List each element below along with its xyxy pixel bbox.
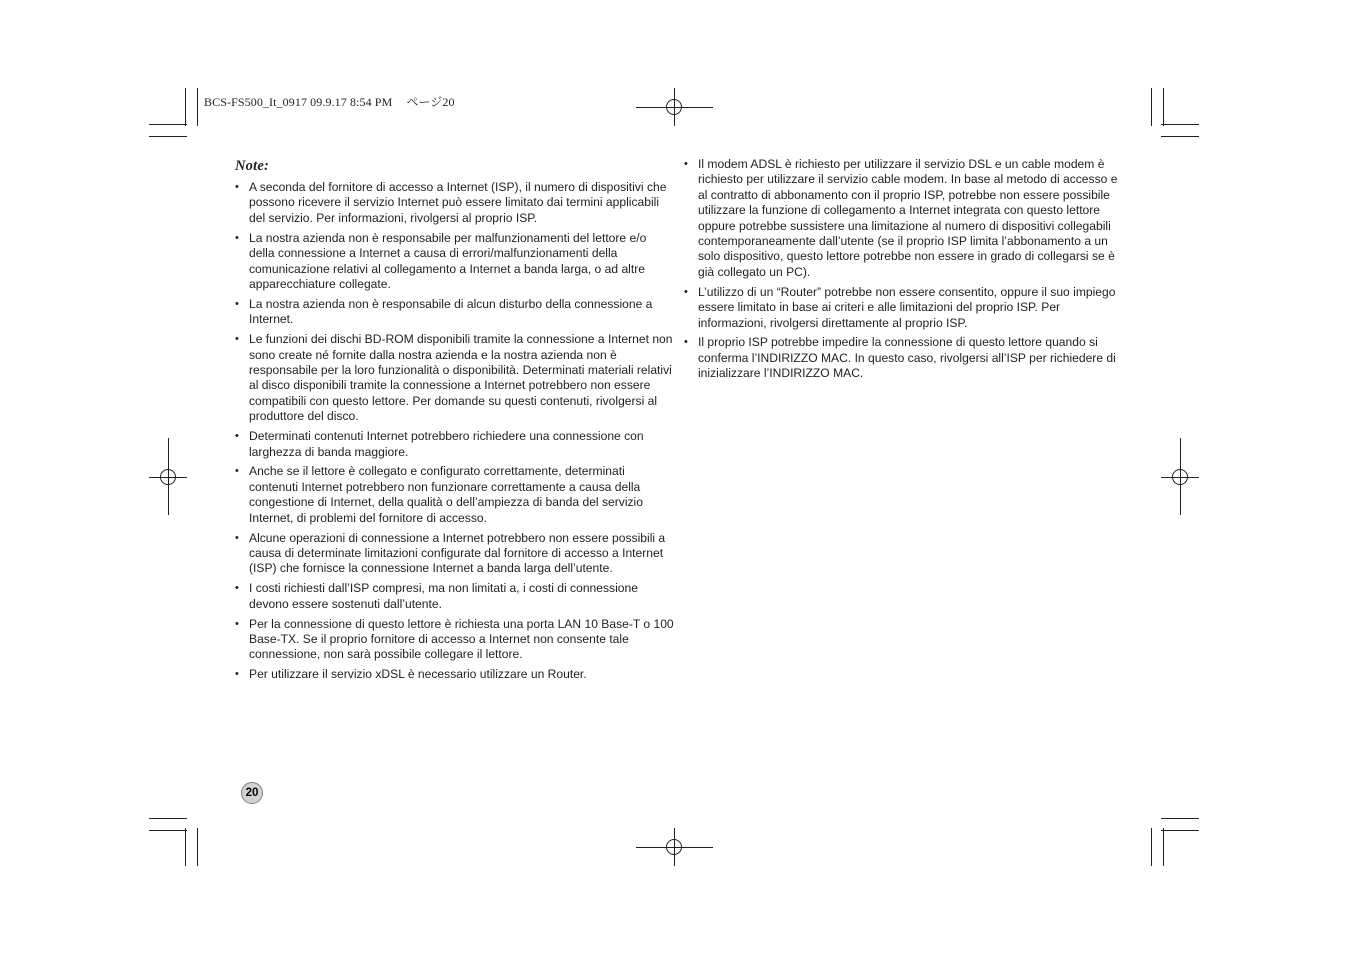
bullet-icon: • <box>235 582 239 595</box>
notes-left-column <box>235 158 675 687</box>
list-item: • L’utilizzo di un “Router” potrebbe non essere consentito, oppure il suo impiego essere limitato in base ai criteri e alle limitazioni del proprio ISP. Per informazioni, rivolgersi direttamente al proprio ISP. <box>684 284 1116 330</box>
crop-mark <box>1163 828 1164 866</box>
list-item: • Per utilizzare il servizio xDSL è necessario utilizzare un Router. <box>235 667 587 682</box>
crop-mark <box>197 828 198 866</box>
bullet-icon: • <box>235 430 239 443</box>
list-item: • La nostra azienda non è responsabile per malfunzionamenti del lettore e/o della connessione a Internet a causa di errori/malfunzionamenti della comunicazione relativi al collegamento a Internet a banda larga, o ad altre apparecchiature collegate. <box>235 230 647 291</box>
notes-list-right <box>684 157 1129 382</box>
crop-mark <box>185 88 186 126</box>
crop-mark <box>1161 124 1199 125</box>
list-item: • I costi richiesti dall’ISP compresi, ma non limitati a, i costi di connessione devono essere sostenuti dall’utente. <box>235 581 638 611</box>
bullet-icon: • <box>235 668 239 681</box>
list-item: • Anche se il lettore è collegato e configurato correttamente, determinati contenuti Internet potrebbero non funzionare correttamente a causa della congestione di Internet, della qualità o dell’ampiezza di banda del servizio Internet, di problemi del fornitore di accesso. <box>235 464 643 525</box>
bullet-icon: • <box>235 465 239 478</box>
slug-page-label: ページ20 <box>406 95 455 109</box>
crop-mark <box>1161 830 1199 831</box>
list-item: • La nostra azienda non è responsabile di alcun disturbo della connessione a Internet. <box>235 296 653 327</box>
crop-mark <box>149 818 187 819</box>
bullet-icon: • <box>684 285 688 298</box>
notes-heading: Note: <box>235 158 270 174</box>
list-item: • Alcune operazioni di connessione a Internet potrebbero non essere possibili a causa di determinate limitazioni configurate dal fornitore di accesso a Internet (ISP) che fornisce la connessione Internet a banda larga dell’utente. <box>235 530 666 576</box>
bullet-icon: • <box>235 297 239 310</box>
crop-mark <box>149 124 187 125</box>
crop-mark <box>1151 828 1152 866</box>
crop-mark <box>1161 818 1199 819</box>
list-item: • Per la connessione di questo lettore è richiesta una porta LAN 10 Base-T o 100 Base-TX. Se il proprio fornitore di accesso a Internet non consente tale connessione, non sarà possibile collegare il lettore. <box>235 616 674 662</box>
list-item: • Le funzioni dei dischi BD-ROM disponibili tramite la connessione a Internet non sono create né fornite dalla nostra azienda e la nostra azienda non è responsabile per la loro funzionalità o disponibilità. Determinati materiali relativi al disco disponibili tramite la connessione a Internet potrebbero non essere compatibili con questo lettore. Per domande su questi contenuti, rivolgersi al produttore del disco. <box>235 332 673 424</box>
bullet-icon: • <box>235 181 239 193</box>
notes-right-column <box>684 157 1129 386</box>
crop-mark <box>185 828 186 866</box>
list-item: • A seconda del fornitore di accesso a Internet (ISP), il numero di dispositivi che possono ricevere il servizio Internet può essere limitato dai termini applicabili del servizio. Per informazioni, rivolgersi al proprio ISP. <box>235 180 667 225</box>
bullet-icon: • <box>684 158 688 170</box>
crop-mark <box>1163 88 1164 126</box>
list-item: • Il proprio ISP potrebbe impedire la connessione di questo lettore quando si conferma l’INDIRIZZO MAC. In questo caso, rivolgersi all’ISP per richiedere di inizializzare l’INDIRIZZO MAC. <box>684 335 1116 381</box>
slug-text: BCS-FS500_It_0917 09.9.17 8:54 PM <box>204 95 393 109</box>
bullet-icon: • <box>235 531 239 544</box>
bullet-icon: • <box>235 617 239 630</box>
list-item: • Il modem ADSL è richiesto per utilizzare il servizio DSL e un cable modem è richiesto per utilizzare il servizio cable modem. In base al metodo di accesso e al contratto di abbonamento con il proprio ISP, potrebbe non essere possibile utilizzare la funzione di collegamento a Internet integrata con questo lettore oppure potrebbe sussistere una limitazione al numero di dispositivi collegabili contemporaneamente dall’utente (se il proprio ISP limita l’abbonamento a un solo dispositivo, questo lettore potrebbe non essere in grado di collegarsi se è già collegato un PC). <box>684 157 1118 279</box>
bullet-icon: • <box>235 333 239 346</box>
crop-mark <box>197 88 198 126</box>
bullet-icon: • <box>235 231 239 244</box>
bullet-icon: • <box>684 336 688 349</box>
crop-mark <box>1151 88 1152 126</box>
crop-mark <box>149 136 187 137</box>
page-number-badge: 20 <box>241 782 263 804</box>
list-item: • Determinati contenuti Internet potrebbero richiedere una connessione con larghezza di banda maggiore. <box>235 429 644 459</box>
print-slug <box>204 93 455 110</box>
crop-mark <box>1161 136 1199 137</box>
notes-list-left <box>235 180 675 683</box>
crop-mark <box>149 830 187 831</box>
